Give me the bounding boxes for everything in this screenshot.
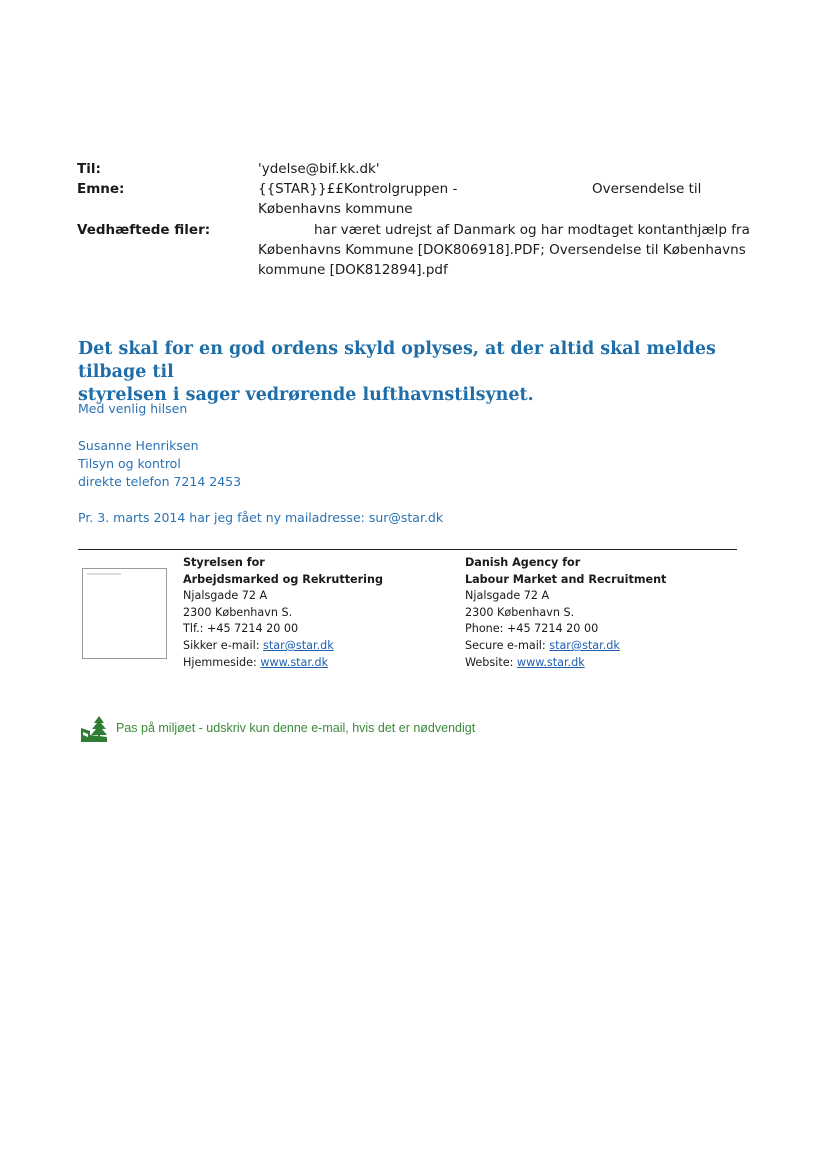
signature-name: Susanne Henriksen (78, 438, 199, 453)
subject-line1-b: Oversendelse til (592, 181, 702, 197)
headline-line1: Det skal for en god ordens skyld oplyses, at der altid skal meldes tilbage til (78, 339, 716, 382)
footer-danish-web-link[interactable]: www.star.dk (260, 655, 329, 669)
footer-danish-email-row (183, 638, 383, 655)
divider (78, 549, 737, 550)
footer-english-phone: Phone: +45 7214 20 00 (465, 622, 599, 636)
headline (78, 338, 778, 407)
footer-english (465, 555, 666, 671)
attachments-line3: kommune [DOK812894].pdf (258, 262, 448, 278)
signature (78, 437, 241, 491)
footer-danish-street: Njalsgade 72 A (183, 589, 268, 603)
agency-logo (82, 568, 167, 659)
to-label: Til: (77, 161, 101, 177)
footer-danish-web-row (183, 655, 383, 672)
footer-english-email-label: Secure e-mail: (465, 638, 550, 652)
footer-danish-email-link[interactable]: star@star.dk (263, 638, 334, 652)
signature-department: Tilsyn og kontrol (78, 456, 181, 471)
footer-english-name2: Labour Market and Recruitment (465, 572, 667, 586)
footer-danish-web-label: Hjemmeside: (183, 655, 261, 669)
subject-line2: Københavns kommune (258, 201, 413, 217)
subject-label: Emne: (77, 181, 125, 197)
logo-placeholder-icon (83, 569, 166, 658)
signature-phone: direkte telefon 7214 2453 (78, 474, 242, 489)
attachments-line2: Københavns Kommune [DOK806918].PDF; Oversendelse til Københavns (258, 242, 746, 258)
footer-english-city: 2300 København S. (465, 605, 575, 619)
subject-line1-a: {{STAR}}££Kontrolgruppen - (258, 181, 458, 197)
headline-line2: styrelsen i sager vedrørende lufthavnstilsynet. (78, 385, 534, 405)
footer-english-name1: Danish Agency for (465, 556, 581, 569)
footer-english-web-link[interactable]: www.star.dk (516, 655, 585, 669)
attachments-label: Vedhæftede filer: (77, 222, 211, 238)
attachments-line1: har været udrejst af Danmark og har modtaget kontanthjælp fra (314, 222, 750, 238)
footer-danish-name2: Arbejdsmarked og Rekruttering (183, 572, 383, 586)
footer-danish (183, 555, 383, 671)
mail-change-notice: Pr. 3. marts 2014 har jeg fået ny mailadresse: sur@star.dk (78, 510, 444, 525)
to-value: 'ydelse@bif.kk.dk' (258, 161, 380, 177)
footer-english-web-label: Website: (465, 655, 517, 669)
footer-english-street: Njalsgade 72 A (465, 589, 550, 603)
eco-note-text: Pas på miljøet - udskriv kun denne e-mail, hvis det er nødvendigt (116, 721, 476, 735)
footer-english-email-link[interactable]: star@star.dk (549, 638, 620, 652)
greeting: Med venlig hilsen (78, 401, 188, 416)
footer-danish-city: 2300 København S. (183, 605, 293, 619)
tree-printer-icon (80, 715, 110, 743)
footer-english-email-row (465, 638, 666, 655)
footer-danish-name1: Styrelsen for (183, 556, 265, 569)
footer-danish-email-label: Sikker e-mail: (183, 638, 264, 652)
footer-english-web-row (465, 655, 666, 672)
footer-danish-phone: Tlf.: +45 7214 20 00 (183, 622, 299, 636)
